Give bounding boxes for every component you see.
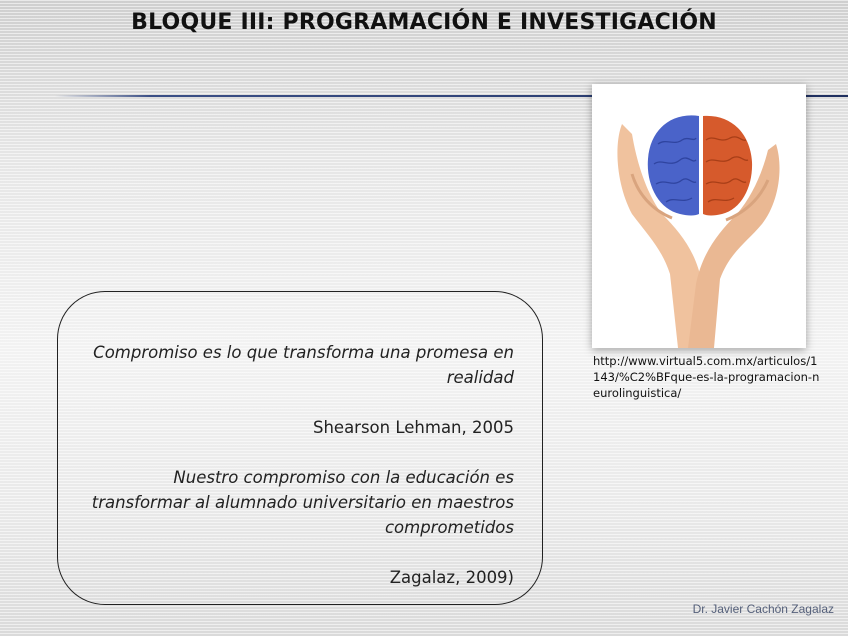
slide-footer-author: Dr. Javier Cachón Zagalaz [692, 602, 834, 616]
image-source-link[interactable]: http://www.virtual5.com.mx/articulos/1143/%C2%BFque-es-la-programacion-neurolinguistica/ [593, 354, 820, 400]
quote2-line2: transformar al alumnado universitario en maestros [91, 493, 514, 512]
quote2-line3: comprometidos [384, 518, 514, 537]
quote1-attribution [70, 415, 514, 440]
quote-text [70, 340, 514, 590]
quote1-line2: realidad [446, 368, 514, 387]
quote2-line1: Nuestro compromiso con la educación es [173, 468, 514, 487]
author1-name: Shearson Lehman [312, 418, 462, 437]
slide-title: BLOQUE III: PROGRAMACIÓN E INVESTIGACIÓN [131, 10, 717, 35]
quote2-attribution [70, 565, 514, 590]
author2-year: , 2009) [455, 568, 514, 587]
quote1-line1: Compromiso es lo que transforma una promesa en [93, 343, 514, 362]
quote-box [57, 291, 543, 605]
author1-year: , 2005 [461, 418, 514, 437]
brain-hands-image [592, 84, 806, 348]
author2-name: Zagalaz [389, 568, 456, 587]
brain-hands-illustration [592, 84, 806, 348]
brain-left-hemisphere [648, 115, 699, 215]
